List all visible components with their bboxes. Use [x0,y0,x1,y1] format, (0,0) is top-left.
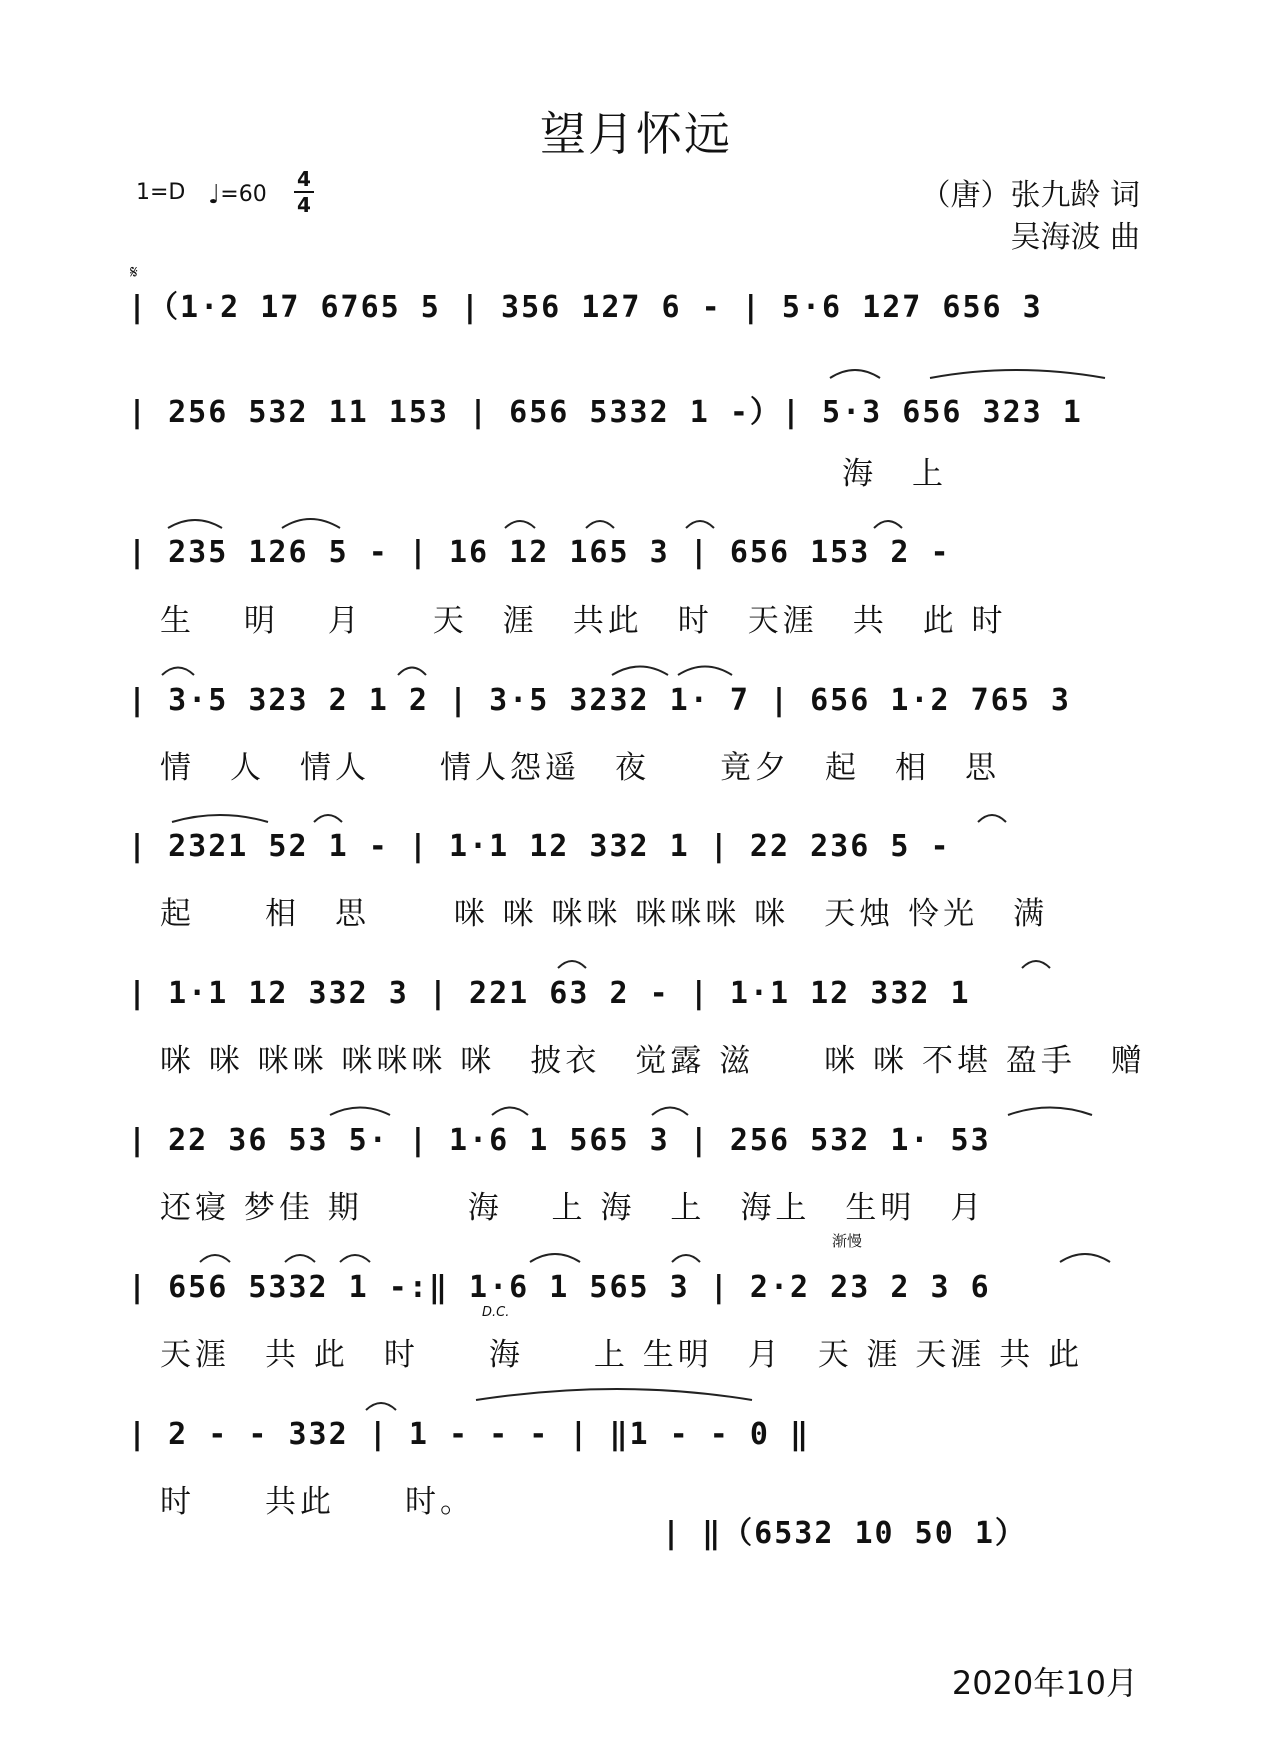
slur [978,815,1006,822]
notation-row-2: | 256 532 11 153 | 656 5332 1 -）| 5·3 656 323 1 [128,395,1083,430]
slur [652,1108,688,1116]
time-signature [294,168,314,216]
notation-row-8: | 656 5332 1 -:‖ 1·6 1 565 3 | 2·2 23 2 3 6 [128,1270,991,1305]
score-title: 望月怀远 [540,107,732,161]
lyric-row-3: 情 人 情人 情人怨遥 夜 竟夕 起 相 思 [160,750,1000,786]
slur [686,521,714,528]
slur [282,519,340,528]
lyric-row-6: 还寝 梦佳 期 海 上 海 上 海上 生明 月 [160,1190,986,1226]
lyric-row-7: 天涯 共 此 时 海 上 生明 月 天 涯 天涯 共 此 [160,1337,1084,1373]
slur [1022,961,1050,968]
lyric-row-2: 生 明 月 天 涯 共此 时 天涯 共 此 时 [160,603,1007,639]
slur [492,1108,528,1116]
dc-marking: D.C. [482,1305,510,1320]
key-signature: 1=D [136,180,186,205]
notation-row-9: | 2 - - 332 | 1 - - - | ‖1 - - 0 ‖ [128,1417,811,1452]
slur [874,521,902,528]
lyric-row-5: 咪 咪 咪咪 咪咪咪 咪 披衣 觉露 滋 咪 咪 不堪 盈手 赠 [160,1043,1146,1079]
slur [162,668,194,676]
slur [168,520,222,528]
slur [530,1254,580,1262]
notation-row-6: | 1·1 12 332 3 | 221 63 2 - | 1·1 12 332 1 [128,976,971,1011]
lyric-row-1: 海 上 [842,456,947,492]
quarter-note-icon: ♩ [208,180,221,210]
slur [285,1255,315,1262]
slur [314,815,342,822]
slur [830,370,880,378]
slur [366,1403,396,1410]
slur [340,1255,370,1262]
slur [398,668,426,676]
slur [330,1108,390,1116]
coda-row: | ‖（6532 10 50 1） [662,1516,1027,1551]
lyric-row-4: 起 相 思 咪 咪 咪咪 咪咪咪 咪 天烛 怜光 满 [160,896,1049,932]
segno-icon: 𝄋 [130,262,138,283]
lyricist-credit: （唐）张九龄 词 [920,178,1140,213]
slur [172,815,268,822]
slur [678,667,732,676]
composition-date: 2020年10月 [951,1664,1138,1702]
slur [612,667,668,676]
notation-row-3: | 235 126 5 - | 16 12 165 3 | 656 153 2 - [128,535,951,570]
time-signature-top: 4 [297,167,311,191]
notation-row-7: | 22 36 53 5· | 1·6 1 565 3 | 256 532 1· 53 [128,1123,991,1158]
slur [558,961,586,968]
notation-row-4: | 3·5 323 2 1 2 | 3·5 3232 1· 7 | 656 1·2 765 3 [128,683,1071,718]
slur [930,370,1105,378]
ritardando-marking: 渐慢 [832,1232,863,1250]
lyric-row-8: 时 共此 时。 [160,1484,475,1520]
composer-credit: 吴海波 曲 [1010,220,1140,255]
slur [200,1255,230,1262]
notation-row-5: | 2321 52 1 - | 1·1 12 332 1 | 22 236 5 - [128,829,951,864]
time-signature-bottom: 4 [297,193,311,217]
slur [505,521,535,528]
slur [1008,1108,1092,1116]
slur [586,521,614,528]
tempo-value: =60 [220,182,267,207]
notation-row-1: |（1·2 17 6765 5 | 356 127 6 - | 5·6 127 656 3 [128,290,1043,325]
slur [476,1389,752,1400]
tempo-marking [208,180,267,210]
slur [672,1255,700,1262]
slur [1060,1254,1110,1262]
